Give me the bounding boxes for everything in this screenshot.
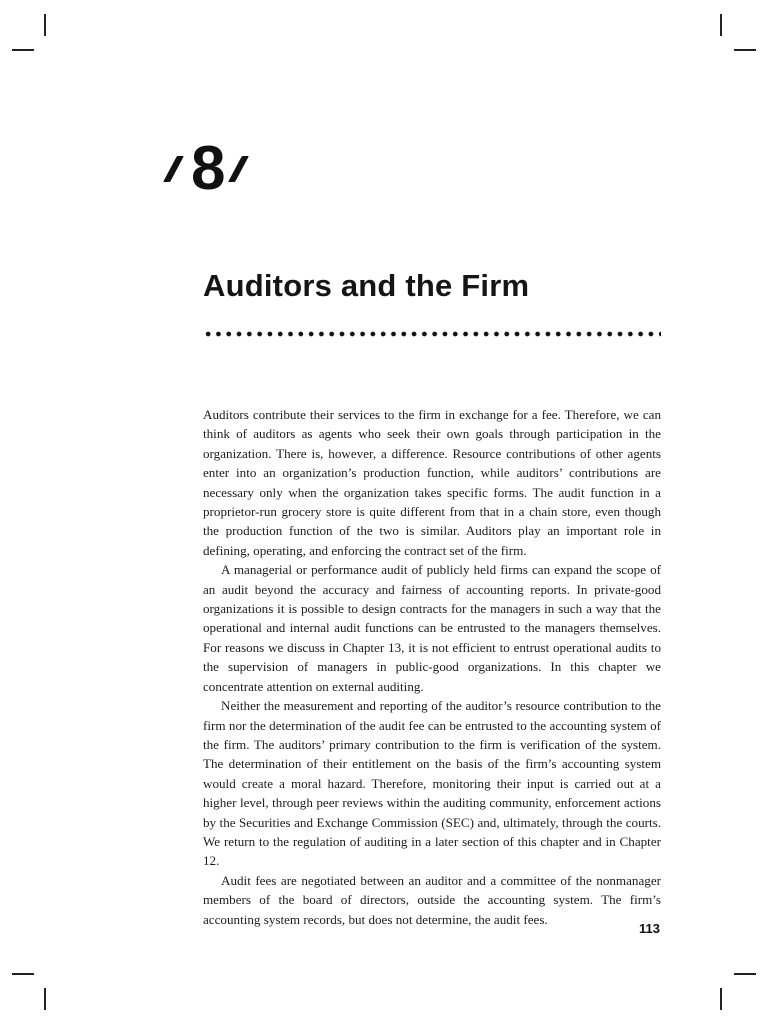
crop-mark-bottom-left-horizontal (12, 973, 34, 975)
dotted-rule (203, 330, 661, 338)
chapter-number (170, 134, 242, 203)
chapter-number-digit: 8 (191, 134, 226, 203)
crop-mark-bottom-left-vertical (44, 988, 46, 1010)
page-number: 113 (639, 921, 660, 936)
crop-mark-top-left-vertical (44, 14, 46, 36)
crop-mark-bottom-right-vertical (720, 988, 722, 1010)
chapter-number-right-tick (229, 156, 250, 182)
paragraph-2: A managerial or performance audit of publicly held firms can expand the scope of an audit beyond the accuracy and fairness of accounting reports. In private-good organizations it is possible to design contracts for the managers in such a way that the operational and internal audit functions can be entrusted to the managers themselves. For reasons we discuss in Chapter 13, it is not efficient to entrust operational audits to the supervision of managers in public-good organizations. In this chapter we concentrate attention on external auditing. (203, 562, 661, 694)
paragraph-4: Audit fees are negotiated between an auditor and a committee of the nonmanager members of the board of directors, outside the accounting system. The firm’s accounting system records, but does not determine, the audit fees. (203, 872, 661, 927)
paragraph-3: Neither the measurement and reporting of the auditor’s resource contribution to the firm nor the determination of the audit fee can be entrusted to the accounting system of the firm. The auditors’ primary contribution to the firm is verification of the system. The determination of their entitlement on the basis of the firm’s accounting system would create a moral hazard. Therefore, monitoring their input is carried out at a higher level, through peer reviews within the auditing community, enforcement actions by the Securities and Exchange Commission (SEC) and, ultimately, through the courts. We return to the regulation of auditing in a later section of this chapter and in Chapter 12. (203, 698, 661, 869)
paragraph-1: Auditors contribute their services to the firm in exchange for a fee. Therefore, we can think of auditors as agents who seek their own goals through participation in the organization. There is, however, a difference. Resource contributions of other agents enter into an organization’s production function, while auditors’ contributions are necessary only when the organization takes specific forms. The audit function in a proprietor-run grocery store is quite different from that in a chain store, even though the production function of the two is similar. Auditors play an important role in defining, operating, and enforcing the contract set of the firm. (203, 407, 661, 558)
crop-mark-bottom-right-horizontal (734, 973, 756, 975)
crop-mark-top-left-horizontal (12, 49, 34, 51)
crop-mark-top-right-horizontal (734, 49, 756, 51)
body-text (203, 405, 661, 929)
chapter-title: Auditors and the Firm (203, 268, 530, 303)
crop-mark-top-right-vertical (720, 14, 722, 36)
chapter-number-left-tick (163, 156, 184, 182)
